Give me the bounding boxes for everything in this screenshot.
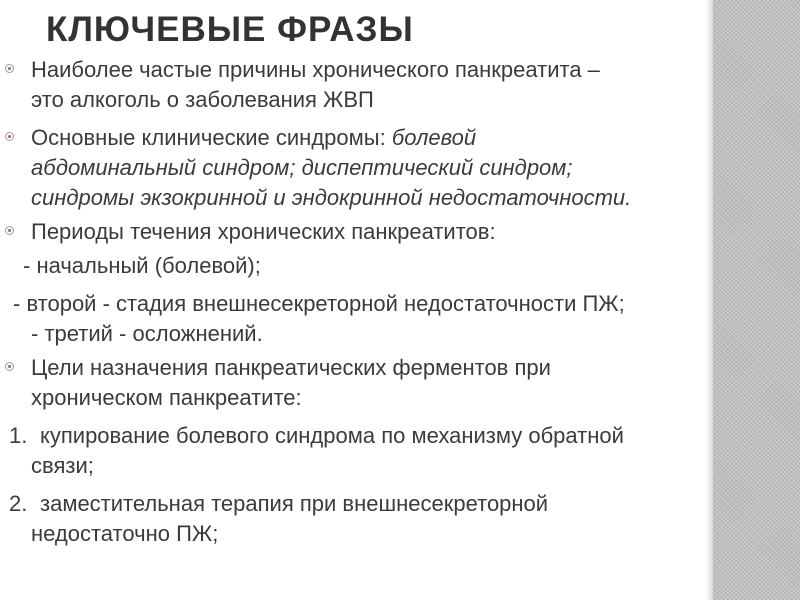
text-italic: болевой <box>391 125 477 150</box>
text-line-row <box>0 319 705 349</box>
text-line: синдромы экзокринной и эндокринной недостаточности. <box>31 185 632 210</box>
text-line: - начальный (болевой); <box>23 253 261 278</box>
numbered-line <box>0 421 705 451</box>
text-line-row <box>0 289 705 319</box>
bullet-line <box>0 123 705 153</box>
text-line: это алкоголь о заболевания ЖВП <box>31 87 374 112</box>
item-number: 1. <box>9 423 28 448</box>
text-line: связи; <box>31 453 94 478</box>
text-line: - третий - осложнений. <box>31 321 263 346</box>
numbered-line <box>0 489 705 519</box>
bullet-icon <box>5 362 14 371</box>
item-number: 2. <box>9 491 28 516</box>
bullet-line <box>0 217 705 247</box>
text-line: заместительная терапия при внешнесекреторной <box>40 491 549 516</box>
text-line: купирование болевого синдрома по механизму обратной <box>40 423 624 448</box>
bullet-icon <box>5 64 14 73</box>
text-line: Цели назначения панкреатических ферментов при <box>31 355 551 380</box>
slide-content <box>0 55 705 549</box>
bullet-icon <box>5 226 14 235</box>
text-line: Наиболее частые причины хронического панкреатита – <box>31 57 600 82</box>
text-line-row <box>0 451 705 481</box>
text-line-row <box>0 183 705 213</box>
text-line-row <box>0 153 705 183</box>
text-normal: Основные клинические синдромы: <box>31 125 392 150</box>
text-line: хроническом панкреатите: <box>31 385 302 410</box>
text-line-row <box>0 519 705 549</box>
text-line: Периоды течения хронических панкреатитов: <box>31 219 496 244</box>
text-line: - второй - стадия внешнесекреторной недостаточности ПЖ; <box>13 291 625 316</box>
text-line-row <box>0 383 705 413</box>
text-line-row <box>0 85 705 115</box>
bullet-line <box>0 353 705 383</box>
text-line <box>31 123 476 153</box>
slide-title: КЛЮЧЕВЫЕ ФРАЗЫ <box>46 10 414 49</box>
text-line-row <box>0 251 705 281</box>
text-line: недостаточно ПЖ; <box>31 521 219 546</box>
decorative-side-panel <box>713 0 800 600</box>
text-line: абдоминальный синдром; диспептический синдром; <box>31 155 573 180</box>
bullet-icon <box>5 132 14 141</box>
bullet-line <box>0 55 705 85</box>
